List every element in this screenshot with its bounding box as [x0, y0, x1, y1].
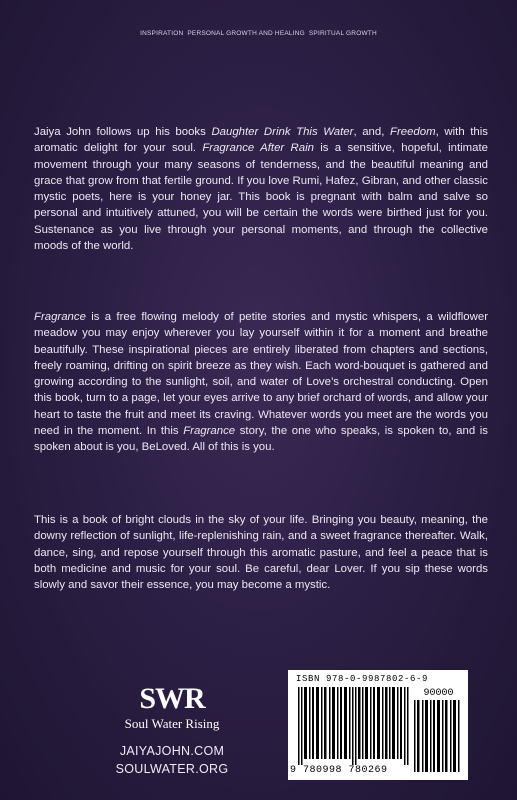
publisher-logo — [112, 684, 232, 731]
description-paragraph-3 — [34, 512, 488, 593]
barcode — [288, 670, 468, 780]
website-link-publisher: SOULWATER.ORG — [115, 762, 229, 776]
text-segment: is a sensitive, hopeful, intimate movement through your many seasons of tenderness, and the beautiful meaning and grace that grow from that fertile ground. If you love Rumi, Hafez, Gibran, and other classic mystic poets, here is your honey jar. This book is pregnant with balm and salve so personal and intuitively attuned, you will be certain the words were birthed just for you. Sustenance as you live through your personal moments, and through the collective moods of the world. — [34, 142, 488, 253]
text-segment: Jaiya John follows up his books — [34, 126, 212, 138]
book-title: Fragrance — [34, 311, 86, 323]
isbn-text: ISBN 978-0-9987802-6-9 — [296, 674, 429, 684]
ean-number: 9 780998 780269 — [290, 765, 388, 776]
category-line: INSPIRATION PERSONAL GROWTH AND HEALING SPIRITUAL GROWTH — [140, 30, 377, 37]
publisher-name: Soul Water Rising — [124, 716, 220, 731]
text-segment: , and, — [353, 126, 391, 138]
book-title: Fragrance — [183, 425, 236, 438]
text-segment: This is a book of bright clouds in the sky of your life. Bringing you beauty, meaning, the downy reflection of sunlight, life-replenishing rain, and a sweet fragrance thereafter. Walk, dance, sing, and repose yourself through this aromatic pasture, and feel a peace that is both medicine and music for your soul. Be careful, dear Lover. If you sip these words slowly and savor their essence, you may become a mystic. — [34, 514, 488, 592]
text-segment: is a free flowing melody of petite stories and mystic whispers, a wildflower meadow you may enjoy wherever you lay yourself within it for a moment and breathe beautifully. These inspirational pieces are entirely liberated from chapters and sections, freely roaming, drifting on spirit breeze as they wish. Each word-bouquet is gathered and growing according to the sunlight, soil, and water of Love’s orchestral conducting. Open this book, turn to a page, let your eyes arrive to any brief orchard of words, and allow your heart to taste the fruit and meet its craving. Whatever words you meet are the words you need in the moment. In this — [34, 311, 488, 438]
website-link-author: JAIYAJOHN.COM — [119, 744, 225, 758]
book-title: Fragrance After Rain — [202, 142, 314, 155]
description-paragraph-2 — [34, 309, 488, 456]
ean-barcode-bars — [298, 687, 410, 765]
price-code: 90000 — [423, 688, 454, 699]
description-paragraph-1 — [34, 124, 488, 254]
book-title: Freedom — [390, 126, 436, 138]
book-title: Daughter Drink This Water — [211, 126, 354, 138]
price-addon-bars — [414, 700, 462, 772]
publisher-logo-mark: SWR — [139, 682, 205, 715]
text-segment: , with this aromatic delight for your soul. — [34, 126, 488, 155]
text-segment: story, the one who speaks, is spoken to, and is spoken about is you, BeLoved. All of this is you. — [34, 425, 488, 454]
